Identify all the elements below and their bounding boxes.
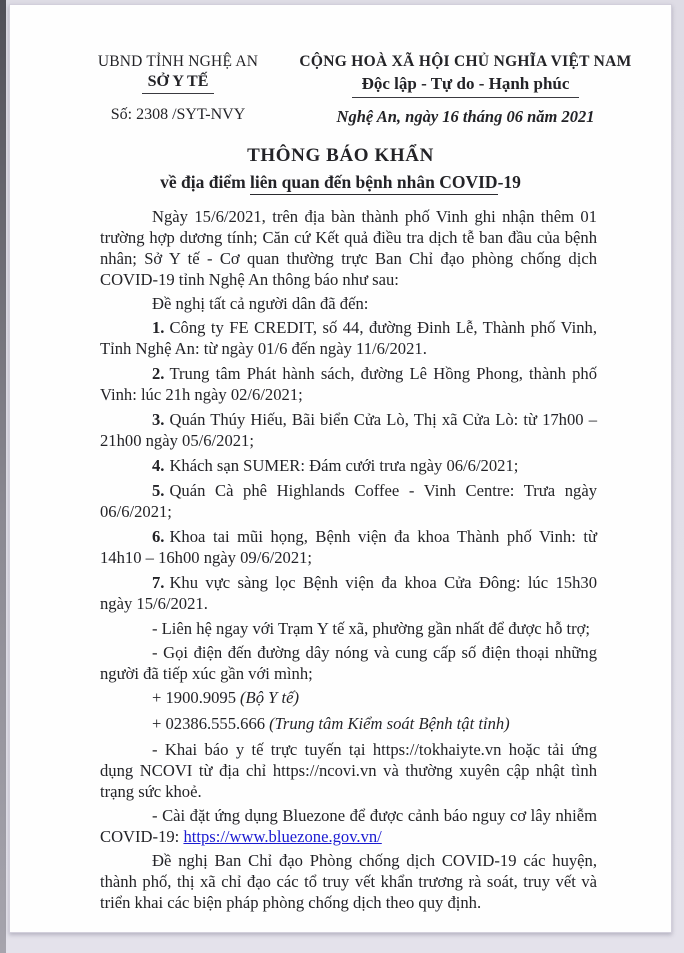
request-line: Đề nghị tất cả người dân đã đến: [152,294,369,313]
item-number: 5. [152,481,165,500]
item-number: 3. [152,410,165,429]
document-page [9,4,672,933]
item-number: 2. [152,364,165,383]
instruction-item: - Gọi điện đến đường dây nóng và cung cấp số điện thoại những người đã tiếp xúc gần với mình; [100,643,597,683]
org-unit: SỞ Y TẾ [142,73,215,94]
document-title: THÔNG BÁO KHẨN [247,145,434,166]
location-item [100,317,597,359]
item-text: Khách sạn SUMER: Đám cưới trưa ngày 06/6/2021; [169,456,519,475]
declare-paragraph: - Khai báo y tế trực tuyến tại https://tokhaiyte.vn hoặc tải ứng dụng NCOVI từ địa chỉ https://ncovi.vn và thường xuyên cập nhật tình trạng sức khoẻ. [100,740,597,801]
document-title-block [10,145,671,193]
location-item [100,526,597,568]
hotline-owner: (Bộ Y tế) [240,688,300,707]
location-item [100,455,597,476]
item-number: 6. [152,527,165,546]
intro-paragraph: Ngày 15/6/2021, trên địa bàn thành phố Vinh ghi nhận thêm 01 trường hợp dương tính; Căn cứ Kết quả điều tra dịch tễ ban đầu của bệnh nhân; Sở Y tế - Cơ quan thường trực Ban Chỉ đạo phòng chống dịch COVID-19 tỉnh Nghệ An thông báo như sau: [100,207,597,289]
hotline-number: + 02386.555.666 [152,714,266,733]
national-title: CỘNG HOÀ XÃ HỘI CHỦ NGHĨA VIỆT NAM [299,53,632,70]
item-number: 4. [152,456,165,475]
item-text: Trung tâm Phát hành sách, đường Lê Hồng Phong, thành phố Vinh: lúc 21h ngày 02/6/2021; [100,364,597,404]
item-text: Quán Cà phê Highlands Coffee - Vinh Centre: Trưa ngày 06/6/2021; [100,481,597,521]
instruction-item: - Liên hệ ngay với Trạm Y tế xã, phường gần nhất để được hỗ trợ; [152,619,591,638]
hotline-item [100,687,597,708]
hotline-number: + 1900.9095 [152,688,237,707]
hotline-item [100,713,597,734]
org-name: UBND TỈNH NGHỆ AN [97,53,259,70]
item-text: Công ty FE CREDIT, số 44, đường Đinh Lễ, Thành phố Vinh, Tỉnh Nghệ An: từ ngày 01/6 đến ngày 11/6/2021. [100,318,597,358]
subtitle-suffix: -19 [497,172,521,192]
document-body [100,206,597,913]
place-date-line: Nghệ An, ngày 16 tháng 06 năm 2021 [336,107,595,126]
issuing-authority-block [66,53,290,127]
location-item [100,480,597,522]
bluezone-paragraph [100,805,597,847]
location-item [100,363,597,405]
document-subtitle [10,172,671,193]
subtitle-underlined: liên quan đến bệnh nhân COVID [250,172,498,195]
national-motto: Độc lập - Tự do - Hạnh phúc [352,74,580,98]
doc-number: Số: 2308 /SYT-NVY [110,106,246,123]
item-text: Khu vực sàng lọc Bệnh viện đa khoa Cửa Đông: lúc 15h30 ngày 15/6/2021. [100,573,597,613]
item-text: Quán Thúy Hiếu, Bãi biển Cửa Lò, Thị xã Cửa Lò: từ 17h00 – 21h00 ngày 05/6/2021; [100,410,597,450]
national-heading-block [290,53,641,127]
subtitle-prefix: về địa điểm [160,172,251,192]
item-number: 1. [152,318,165,337]
hotline-owner: (Trung tâm Kiểm soát Bệnh tật tỉnh) [269,714,510,733]
closing-paragraph: Đề nghị Ban Chỉ đạo Phòng chống dịch COVID-19 các huyện, thành phố, thị xã chỉ đạo các tổ truy vết khẩn trương rà soát, truy vết và triển khai các biện pháp phòng chống dịch theo quy định. [100,851,597,912]
bluezone-text: - Cài đặt ứng dụng Bluezone để được cảnh báo nguy cơ lây nhiễm COVID-19: [100,806,597,846]
item-number: 7. [152,573,165,592]
item-text: Khoa tai mũi họng, Bệnh viện đa khoa Thành phố Vinh: từ 14h10 – 16h00 ngày 09/6/2021; [100,527,597,567]
location-item [100,572,597,614]
bluezone-link[interactable]: https://www.bluezone.gov.vn/ [183,827,382,846]
location-item [100,409,597,451]
scan-edge-shadow [0,0,6,953]
document-header [10,5,671,127]
